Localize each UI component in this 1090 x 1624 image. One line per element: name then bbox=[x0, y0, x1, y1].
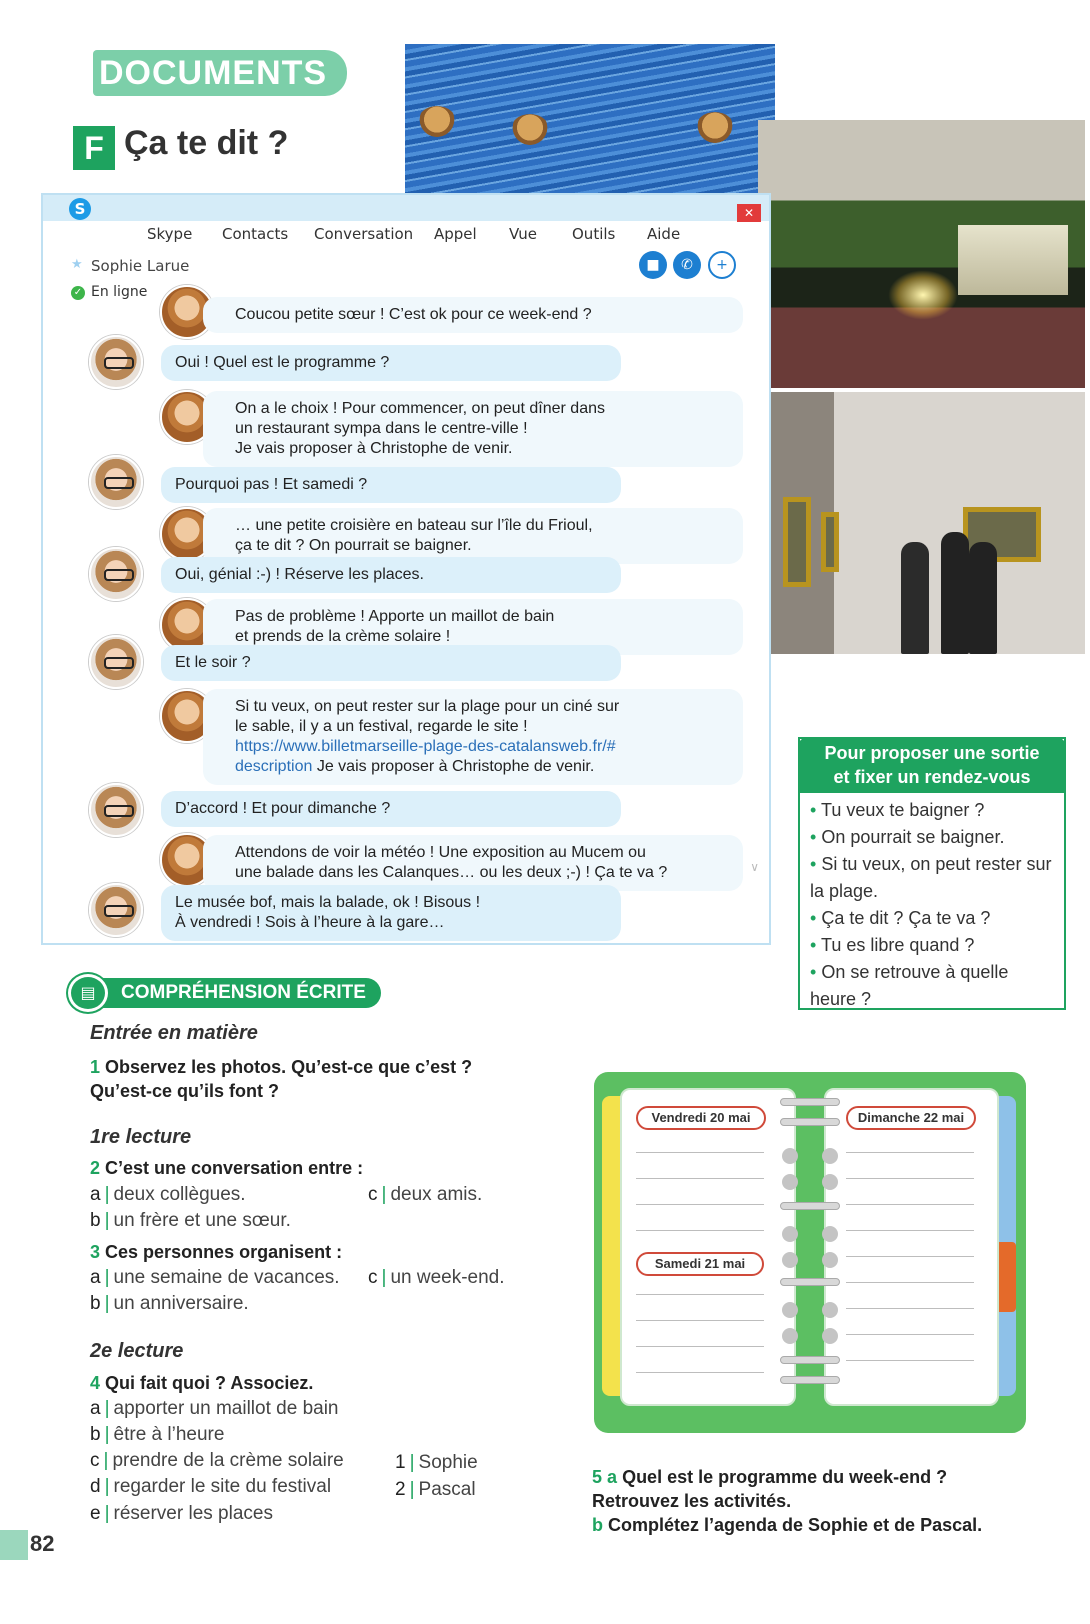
avatar-sophie bbox=[89, 455, 143, 509]
writing-line[interactable] bbox=[846, 1308, 974, 1309]
chat-message: Et le soir ? bbox=[161, 645, 621, 681]
contact-name: Sophie Larue bbox=[91, 257, 190, 275]
add-person-icon: + bbox=[716, 257, 728, 273]
menu-item-conversation[interactable]: Conversation bbox=[314, 225, 414, 243]
binder-hole bbox=[822, 1174, 838, 1190]
agenda-right-page bbox=[824, 1088, 999, 1406]
documents-banner: DOCUMENTS bbox=[93, 50, 347, 96]
agenda-left-page bbox=[620, 1088, 796, 1406]
section-entree: Entrée en matière bbox=[90, 1022, 258, 1044]
writing-line[interactable] bbox=[846, 1204, 974, 1205]
festival-link[interactable]: https://www.billetmarseille-plage-des-catalansweb.fr/# bbox=[235, 738, 616, 755]
option-2c[interactable]: c | deux amis. bbox=[368, 1184, 483, 1205]
avatar-sophie bbox=[89, 883, 143, 937]
binder-hole bbox=[822, 1252, 838, 1268]
date-friday: Vendredi 20 mai bbox=[636, 1106, 766, 1130]
voice-call-button[interactable] bbox=[673, 251, 701, 279]
painting-frame bbox=[783, 497, 811, 587]
menu-bar bbox=[147, 225, 697, 243]
association-item[interactable]: b | être à l’heure bbox=[90, 1424, 225, 1445]
association-item[interactable]: c | prendre de la crème solaire bbox=[90, 1450, 344, 1471]
expression-item: • Tu veux te baigner ? bbox=[810, 800, 985, 820]
spiral-ring bbox=[780, 1118, 840, 1126]
chat-message: D’accord ! Et pour dimanche ? bbox=[161, 791, 621, 827]
writing-line[interactable] bbox=[636, 1204, 764, 1205]
chat-message: Le musée bof, mais la balade, ok ! Bisous ! À vendredi ! Sois à l’heure à la gare… bbox=[161, 885, 621, 941]
chat-message: Coucou petite sœur ! C’est ok pour ce week-end ? bbox=[203, 297, 743, 333]
avatar-sophie bbox=[89, 547, 143, 601]
swimmer-head bbox=[417, 106, 457, 140]
expression-item: • Si tu veux, on peut rester sur la plage. bbox=[810, 854, 1052, 901]
section-lecture-1: 1re lecture bbox=[90, 1126, 192, 1148]
writing-line[interactable] bbox=[846, 1282, 974, 1283]
expression-item: • Ça te dit ? Ça te va ? bbox=[810, 908, 991, 928]
writing-line[interactable] bbox=[846, 1360, 974, 1361]
spiral-ring bbox=[780, 1098, 840, 1106]
video-camera-icon: ■ bbox=[646, 257, 660, 273]
association-item[interactable]: d | regarder le site du festival bbox=[90, 1476, 332, 1497]
section-lecture-2: 2e lecture bbox=[90, 1340, 184, 1362]
swimmers-photo bbox=[405, 44, 775, 200]
add-contact-button[interactable] bbox=[708, 251, 736, 279]
expressions-title: Pour proposer une sortie et fixer un rendez-vous bbox=[798, 737, 1066, 793]
spiral-ring bbox=[780, 1278, 840, 1286]
chat-message: Pourquoi pas ! Et samedi ? bbox=[161, 467, 621, 503]
page-title: Ça te dit ? bbox=[124, 124, 289, 162]
menu-item-appel[interactable]: Appel bbox=[434, 225, 477, 243]
avatar-sophie bbox=[89, 783, 143, 837]
binder-hole bbox=[782, 1328, 798, 1344]
museum-photo bbox=[771, 392, 1085, 654]
chat-message: Oui, génial :-) ! Réserve les places. bbox=[161, 557, 621, 593]
open-air-cinema-photo bbox=[758, 120, 1085, 388]
online-status-icon: ✓ bbox=[71, 286, 85, 300]
expressions-box bbox=[798, 737, 1066, 1010]
favorite-star-icon: ★ bbox=[71, 257, 83, 272]
chat-message: Si tu veux, on peut rester sur la plage pour un ciné sur le sable, il y a un festival, regarde le site ! https://www.billetmarseille-plage-des-catalansweb.fr/# description Je vais proposer à Christophe de venir. bbox=[203, 689, 743, 785]
skype-chat-window bbox=[41, 193, 771, 945]
binder-hole bbox=[822, 1302, 838, 1318]
option-3a[interactable]: a | une semaine de vacances. bbox=[90, 1267, 340, 1288]
cinema-screen bbox=[958, 225, 1068, 295]
light-glow bbox=[888, 270, 958, 320]
association-item[interactable]: a | apporter un maillot de bain bbox=[90, 1398, 339, 1419]
writing-line[interactable] bbox=[846, 1178, 974, 1179]
close-window-button[interactable]: ✕ bbox=[737, 204, 761, 222]
writing-line[interactable] bbox=[636, 1346, 764, 1347]
spiral-ring bbox=[780, 1376, 840, 1384]
question-5: 5 a Quel est le programme du week-end ? Retrouvez les activités. b Complétez l’agenda de Sophie et de Pascal. bbox=[592, 1467, 983, 1535]
binder-hole bbox=[822, 1148, 838, 1164]
visitor bbox=[901, 542, 929, 654]
date-sunday: Dimanche 22 mai bbox=[846, 1106, 976, 1130]
writing-line[interactable] bbox=[846, 1256, 974, 1257]
book-icon: ▤ bbox=[68, 974, 108, 1012]
expression-item: • On se retrouve à quelle heure ? bbox=[810, 962, 1009, 1009]
page-number-tab bbox=[0, 1530, 28, 1560]
menu-item-skype[interactable]: Skype bbox=[147, 225, 193, 243]
menu-item-vue[interactable]: Vue bbox=[509, 225, 537, 243]
association-person[interactable]: 2 | Pascal bbox=[395, 1479, 476, 1500]
binder-hole bbox=[782, 1226, 798, 1242]
weekend-agenda bbox=[594, 1072, 1026, 1433]
association-item[interactable]: e | réserver les places bbox=[90, 1503, 273, 1524]
section-letter: F bbox=[73, 126, 115, 170]
page-number: 82 bbox=[30, 1531, 55, 1556]
writing-line[interactable] bbox=[636, 1372, 764, 1373]
writing-line[interactable] bbox=[636, 1178, 764, 1179]
avatar-sophie bbox=[89, 335, 143, 389]
online-status: En ligne bbox=[91, 284, 148, 300]
visitor bbox=[941, 532, 969, 654]
option-2b[interactable]: b | un frère et une sœur. bbox=[90, 1210, 291, 1231]
binder-hole bbox=[782, 1174, 798, 1190]
expression-item: • Tu es libre quand ? bbox=[810, 935, 975, 955]
video-call-button[interactable] bbox=[639, 251, 667, 279]
question-1: 1 Observez les photos. Qu’est-ce que c’est ? Qu’est-ce qu’ils font ? bbox=[90, 1057, 473, 1101]
writing-line[interactable] bbox=[636, 1230, 764, 1231]
chat-message: Oui ! Quel est le programme ? bbox=[161, 345, 621, 381]
association-person[interactable]: 1 | Sophie bbox=[395, 1452, 478, 1473]
menu-item-outils[interactable]: Outils bbox=[572, 225, 616, 243]
spiral-ring bbox=[780, 1356, 840, 1364]
phone-icon: ✆ bbox=[681, 257, 693, 273]
chat-message: Pas de problème ! Apporte un maillot de bain et prends de la crème solaire ! bbox=[203, 599, 743, 655]
menu-item-aide[interactable]: Aide bbox=[647, 225, 681, 243]
chat-message: On a le choix ! Pour commencer, on peut dîner dans un restaurant sympa dans le centre-ville ! Je vais proposer à Christophe de venir. bbox=[203, 391, 743, 467]
question-4: 4 Qui fait quoi ? Associez. bbox=[90, 1373, 314, 1393]
binder-hole bbox=[822, 1328, 838, 1344]
writing-line[interactable] bbox=[846, 1152, 974, 1153]
swimmer-head bbox=[695, 112, 735, 146]
writing-line[interactable] bbox=[846, 1334, 974, 1335]
avatar-sophie bbox=[89, 635, 143, 689]
writing-line[interactable] bbox=[636, 1320, 764, 1321]
spiral-ring bbox=[780, 1202, 840, 1210]
writing-line[interactable] bbox=[846, 1230, 974, 1231]
binder-hole bbox=[782, 1148, 798, 1164]
binder-hole bbox=[822, 1226, 838, 1242]
visitor bbox=[969, 542, 997, 654]
writing-line[interactable] bbox=[636, 1294, 764, 1295]
date-saturday: Samedi 21 mai bbox=[636, 1252, 764, 1276]
binder-hole bbox=[782, 1302, 798, 1318]
skype-logo-icon: S bbox=[69, 198, 91, 220]
chat-message: … une petite croisière en bateau sur l’île du Frioul, ça te dit ? On pourrait se baigner. bbox=[203, 508, 743, 564]
painting-frame bbox=[821, 512, 839, 572]
comprehension-banner: COMPRÉHENSION ÉCRITE bbox=[71, 978, 381, 1008]
menu-item-contacts[interactable]: Contacts bbox=[222, 225, 289, 243]
festival-link-description[interactable]: description bbox=[235, 758, 313, 775]
chat-message: Attendons de voir la météo ! Une exposition au Mucem ou une balade dans les Calanques… ou les deux ;-) ! Ça te va ? bbox=[203, 835, 743, 891]
swimmer-head bbox=[510, 114, 550, 148]
window-titlebar bbox=[43, 195, 769, 221]
question-2: 2 C’est une conversation entre : bbox=[90, 1158, 364, 1178]
option-3b[interactable]: b | un anniversaire. bbox=[90, 1293, 249, 1314]
binder-hole bbox=[782, 1252, 798, 1268]
option-3c[interactable]: c | un week-end. bbox=[368, 1267, 505, 1288]
expression-item: • On pourrait se baigner. bbox=[810, 827, 1005, 847]
question-3: 3 Ces personnes organisent : bbox=[90, 1242, 343, 1262]
writing-line[interactable] bbox=[636, 1152, 764, 1153]
scroll-down-icon[interactable]: ∨ bbox=[750, 860, 759, 874]
option-2a[interactable]: a | deux collègues. bbox=[90, 1184, 246, 1205]
